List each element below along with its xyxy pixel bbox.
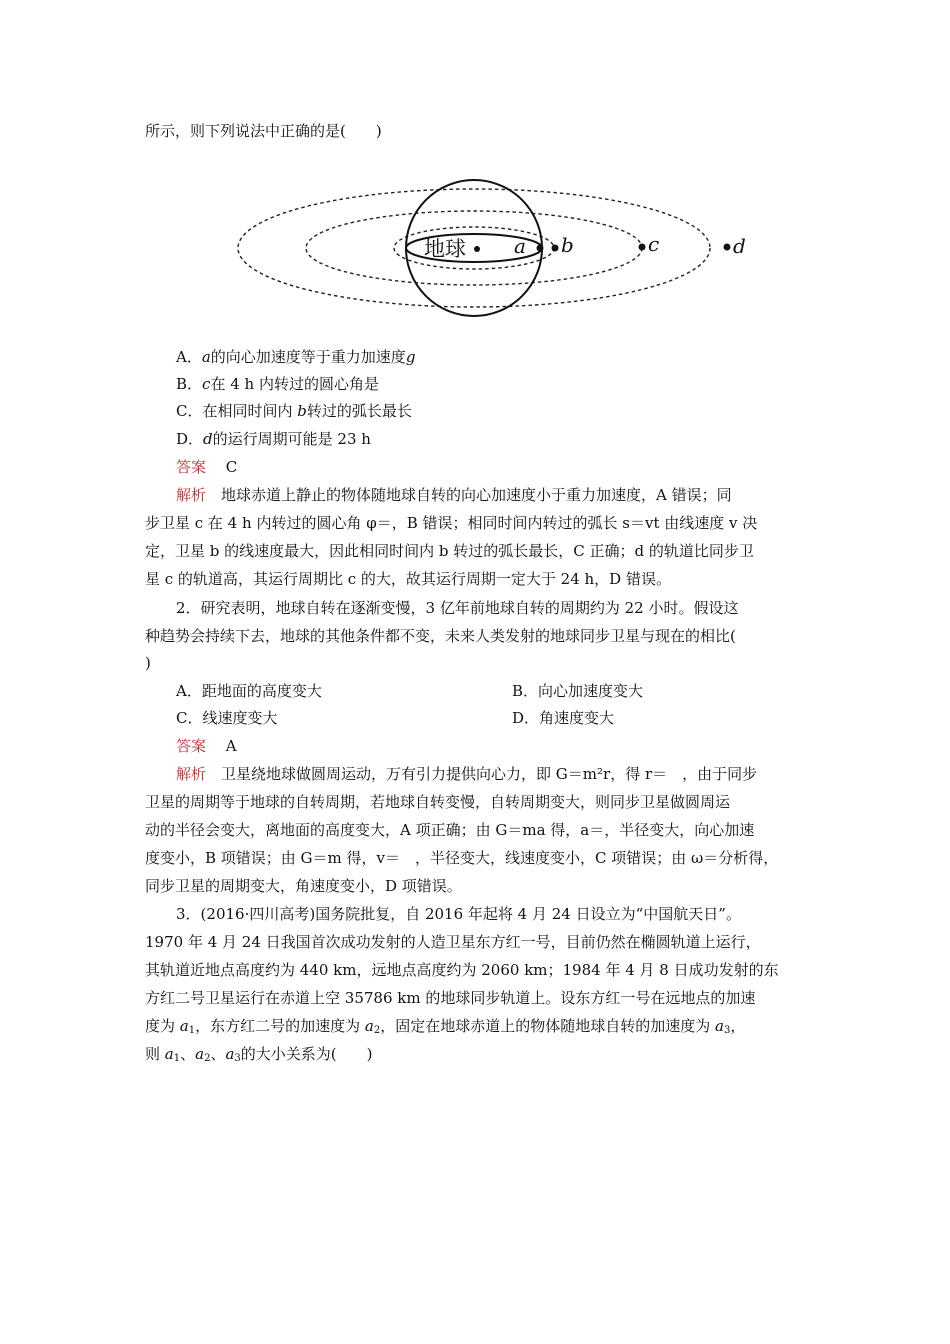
q3-stem-line-5: 度为 $a_1$，东方红二号的加速度为 $a_2$，固定在地球赤道上的物体随地球自转的加速度为 $a_3$， [145,1017,746,1036]
point-d-dot [724,244,731,251]
orbit-diagram-svg [228,152,760,344]
q1-option-d: D．d的运行周期可能是 23 h [176,430,371,448]
q1-analysis-line-3: 定，卫星 b 的线速度最大，因此相同时间内 b 转过的弧长最长，C 正确；d 的轨道比同步卫 [145,542,754,560]
q2-analysis-line-4: 度变小，B 项错误；由 G＝m 得，v＝ ，半径变大，线速度变小，C 项错误；由 ω＝分析得， [145,849,779,867]
q2-analysis-line-1: 解析 卫星绕地球做圆周运动，万有引力提供向心力，即 G＝m²r，得 r＝ ，由于同步 [176,765,758,783]
point-b-label: b [561,233,574,257]
orbit-c [306,211,642,285]
earth-label: 地球 [424,237,466,261]
point-c-dot [639,244,646,251]
question-intro: 所示，则下列说法中正确的是( ) [145,122,382,140]
q1-analysis-line-2: 步卫星 c 在 4 h 内转过的圆心角 φ＝，B 错误；相同时间内转过的弧长 s＝vt 由线速度 v 决 [145,514,758,532]
point-c-label: c [648,232,660,256]
q2-analysis-line-5: 同步卫星的周期变大，角速度变小，D 项错误。 [145,877,462,895]
q1-option-c: C．在相同时间内 b转过的弧长最长 [176,402,412,420]
q3-stem-line-3: 其轨道近地点高度约为 440 km，远地点高度约为 2060 km；1984 年 4 月 8 日成功发射的东 [145,961,779,979]
q2-analysis-line-2: 卫星的周期等于地球的自转周期，若地球自转变慢，自转周期变大，则同步卫星做圆周运 [145,793,731,811]
q2-stem-line-2: 种趋势会持续下去，地球的其他条件都不变，未来人类发射的地球同步卫星与现在的相比( [145,627,736,645]
q1-answer: 答案 C [176,458,238,476]
q2-stem-line-3: ) [145,654,151,672]
orbit-diagram [228,152,760,344]
q3-stem-line-2: 1970 年 4 月 24 日我国首次成功发射的人造卫星东方红一号，目前仍然在椭圆轨道上运行， [145,933,761,951]
q1-analysis-line-4: 星 c 的轨道高，其运行周期比 c 的大，故其运行周期一定大于 24 h，D 错误。 [145,570,671,588]
q2-stem-line-1: 2．研究表明，地球自转在逐渐变慢，3 亿年前地球自转的周期约为 22 小时。假设这 [176,599,739,617]
q2-answer: 答案 A [176,737,237,755]
point-a-dot [537,245,544,252]
q2-option-c: C．线速度变大 [176,709,278,727]
q2-option-a: A．距地面的高度变大 [176,682,322,700]
q3-stem-line-6: 则 $a_1$、$a_2$、$a_3$的大小关系为( ) [145,1045,373,1064]
q1-analysis-line-1: 解析 地球赤道上静止的物体随地球自转的向心加速度小于重力加速度，A 错误；同 [176,486,732,504]
point-a-label: a [514,234,526,258]
q2-analysis-line-3: 动的半径会变大，离地面的高度变大，A 项正确；由 G＝ma 得，a＝，半径变大，向心加速 [145,821,755,839]
point-d-label: d [733,234,746,258]
q1-option-b: B．c在 4 h 内转过的圆心角是 [176,375,379,393]
earth-center-dot [474,246,480,252]
point-b-dot [552,245,559,252]
q2-option-b: B．向心加速度变大 [512,682,644,700]
q2-option-d: D．角速度变大 [512,709,615,727]
q3-stem-line-1: 3．(2016·四川高考)国务院批复，自 2016 年起将 4 月 24 日设立为“中国航天日”。 [176,905,741,923]
q3-stem-line-4: 方红二号卫星运行在赤道上空 35786 km 的地球同步轨道上。设东方红一号在远地点的加速 [145,989,756,1007]
q1-option-a: A．a的向心加速度等于重力加速度g [176,348,416,366]
